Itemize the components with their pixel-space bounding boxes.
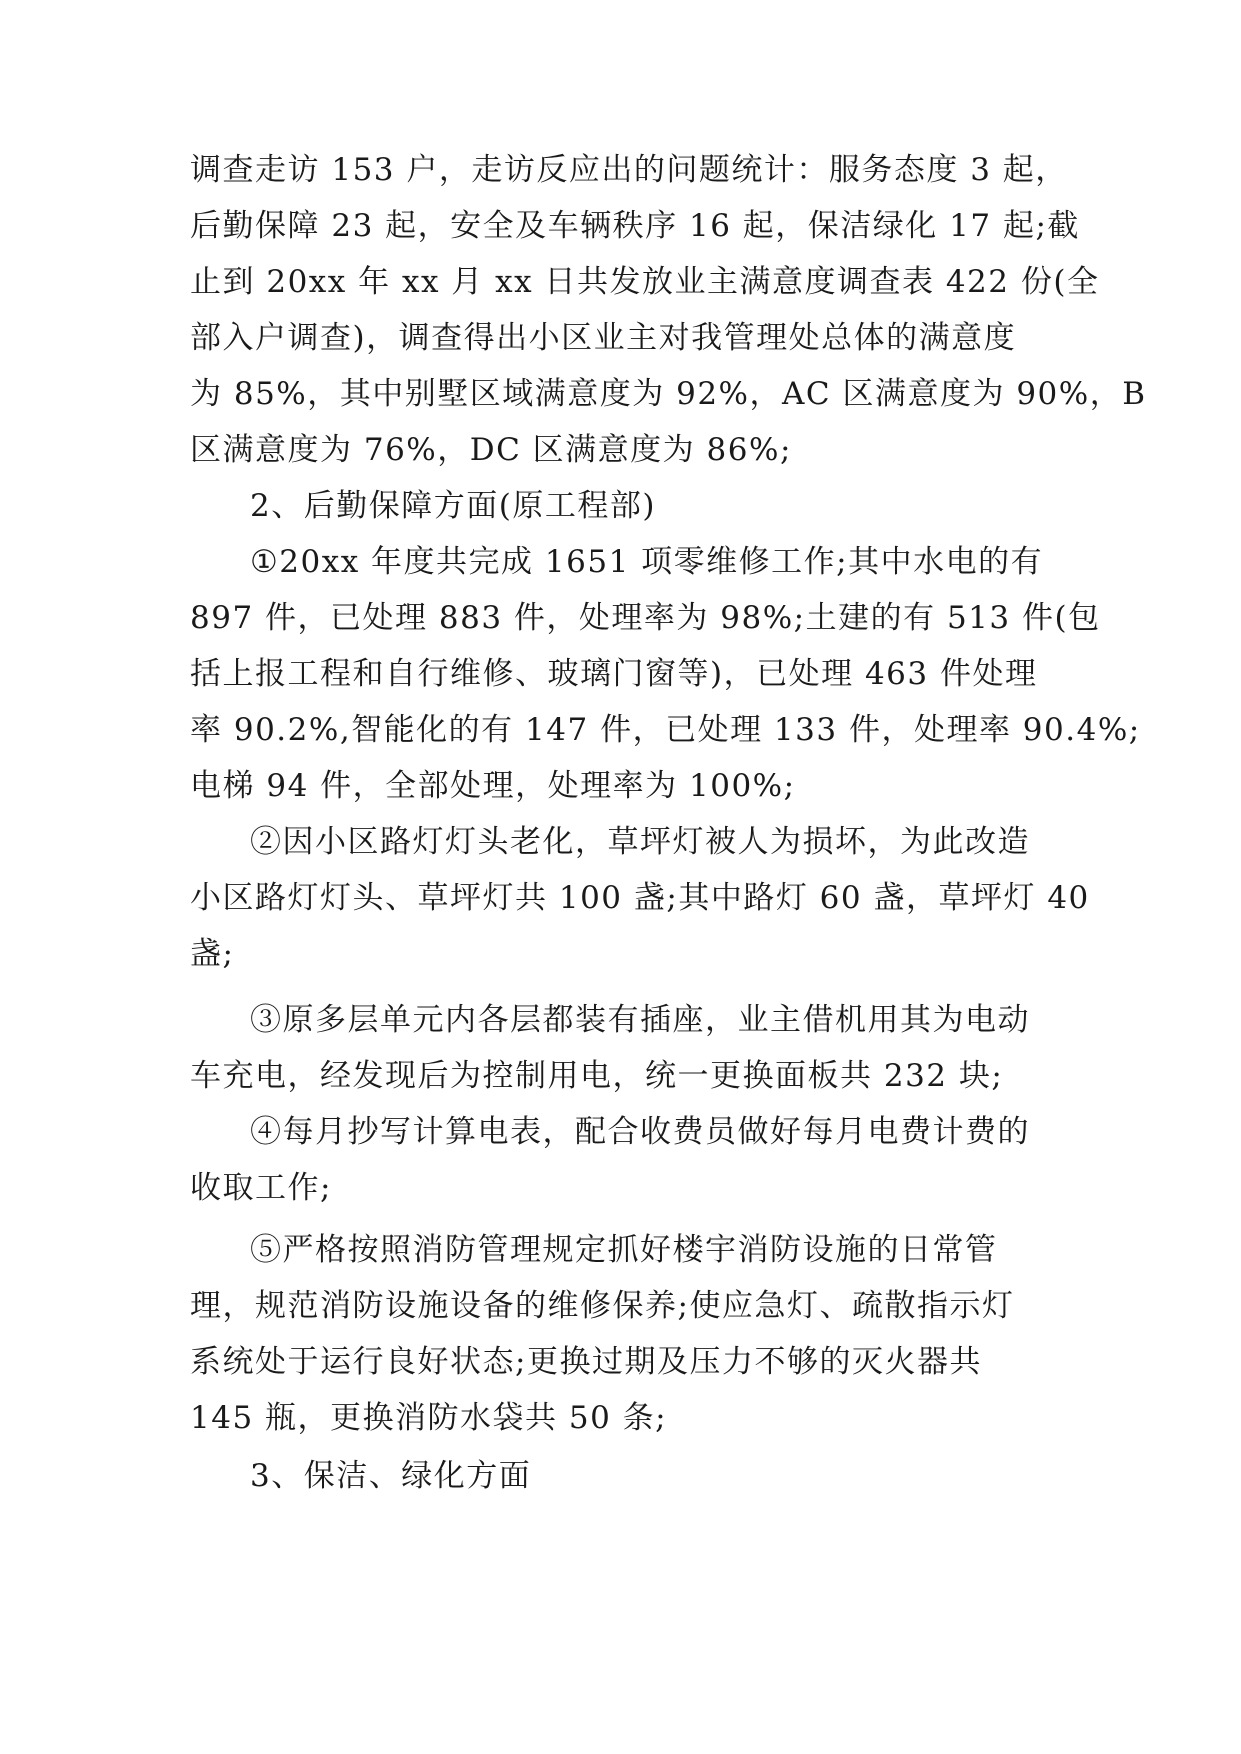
- text-line: 电梯 94 件，全部处理，处理率为 100%;: [190, 768, 796, 804]
- text-line: 区满意度为 76%，DC 区满意度为 86%;: [190, 432, 792, 468]
- text-line: 理，规范消防设施设备的维修保养;使应急灯、疏散指示灯: [190, 1288, 1015, 1324]
- text-line: 897 件，已处理 883 件，处理率为 98%;土建的有 513 件(包: [190, 600, 1101, 636]
- text-line: ④每月抄写计算电表，配合收费员做好每月电费计费的: [250, 1114, 1030, 1150]
- text-line: ②因小区路灯灯头老化，草坪灯被人为损坏，为此改造: [250, 824, 1030, 860]
- text-line: 括上报工程和自行维修、玻璃门窗等)，已处理 463 件处理: [190, 656, 1038, 692]
- text-line: 为 85%，其中别墅区域满意度为 92%，AC 区满意度为 90%，B: [190, 376, 1147, 412]
- text-line: 后勤保障 23 起，安全及车辆秩序 16 起，保洁绿化 17 起;截: [190, 208, 1080, 244]
- text-line: 收取工作;: [190, 1170, 332, 1206]
- text-line: 车充电，经发现后为控制用电，统一更换面板共 232 块;: [190, 1058, 1004, 1094]
- text-line: 145 瓶，更换消防水袋共 50 条;: [190, 1400, 668, 1436]
- text-line: 止到 20xx 年 xx 月 xx 日共发放业主满意度调查表 422 份(全: [190, 264, 1100, 300]
- text-line: ①20xx 年度共完成 1651 项零维修工作;其中水电的有: [250, 544, 1044, 580]
- text-line: 率 90.2%,智能化的有 147 件，已处理 133 件，处理率 90.4%;: [190, 712, 1141, 748]
- section-heading: 3、保洁、绿化方面: [250, 1458, 532, 1494]
- text-line: 盏;: [190, 936, 235, 972]
- text-line: 小区路灯灯头、草坪灯共 100 盏;其中路灯 60 盏，草坪灯 40: [190, 880, 1090, 916]
- text-line: 部入户调查)，调查得出小区业主对我管理处总体的满意度: [190, 320, 1017, 356]
- text-line: 调查走访 153 户，走访反应出的问题统计：服务态度 3 起，: [190, 152, 1068, 188]
- text-line: ③原多层单元内各层都装有插座，业主借机用其为电动: [250, 1002, 1030, 1038]
- section-heading: 2、后勤保障方面(原工程部): [250, 488, 656, 524]
- text-line: ⑤严格按照消防管理规定抓好楼宇消防设施的日常管: [250, 1232, 998, 1268]
- text-line: 系统处于运行良好状态;更换过期及压力不够的灭火器共: [190, 1344, 982, 1380]
